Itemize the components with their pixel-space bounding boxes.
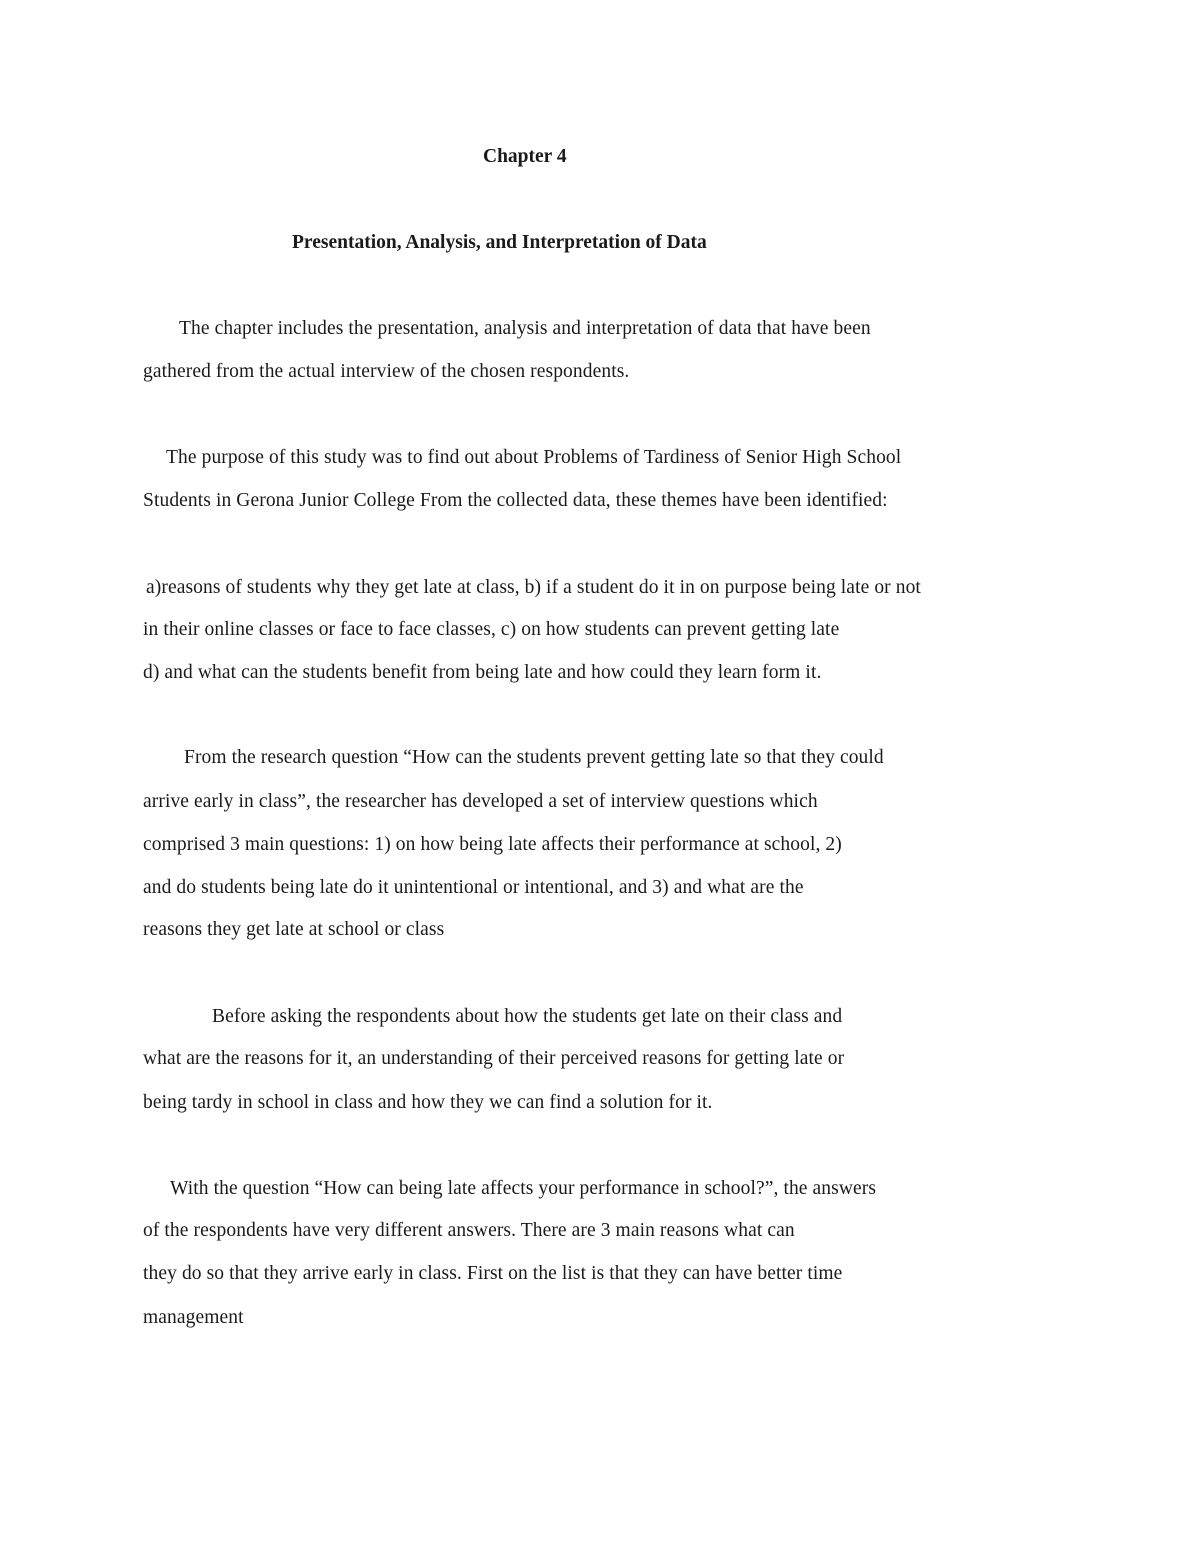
paragraph-line: The chapter includes the presentation, analysis and interpretation of data that have been bbox=[179, 318, 871, 339]
paragraph-line: d) and what can the students benefit from being late and how could they learn form it. bbox=[143, 662, 822, 683]
chapter-heading: Presentation, Analysis, and Interpretation of Data bbox=[292, 232, 707, 253]
paragraph-line: being tardy in school in class and how they we can find a solution for it. bbox=[143, 1092, 713, 1113]
paragraph-line: a)reasons of students why they get late at class, b) if a student do it in on purpose being late or not bbox=[146, 577, 921, 598]
paragraph-line: of the respondents have very different answers. There are 3 main reasons what can bbox=[143, 1220, 795, 1241]
paragraph-line: they do so that they arrive early in class. First on the list is that they can have better time bbox=[143, 1263, 843, 1284]
paragraph-line: what are the reasons for it, an understanding of their perceived reasons for getting late or bbox=[143, 1048, 845, 1069]
paragraph-line: The purpose of this study was to find out about Problems of Tardiness of Senior High School bbox=[166, 447, 902, 468]
paragraph-line: management bbox=[143, 1307, 244, 1328]
paragraph-line: reasons they get late at school or class bbox=[143, 919, 445, 940]
paragraph-line: From the research question “How can the students prevent getting late so that they could bbox=[184, 747, 884, 768]
paragraph-line: arrive early in class”, the researcher has developed a set of interview questions which bbox=[143, 791, 818, 812]
paragraph-line: Students in Gerona Junior College From the collected data, these themes have been identified: bbox=[143, 490, 888, 511]
chapter-title: Chapter 4 bbox=[483, 146, 567, 167]
paragraph-line: and do students being late do it unintentional or intentional, and 3) and what are the bbox=[143, 877, 804, 898]
paragraph-line: With the question “How can being late affects your performance in school?”, the answers bbox=[170, 1178, 877, 1199]
paragraph-line: in their online classes or face to face classes, c) on how students can prevent getting late bbox=[143, 619, 840, 640]
paragraph-line: Before asking the respondents about how the students get late on their class and bbox=[212, 1006, 843, 1027]
paragraph-line: gathered from the actual interview of the chosen respondents. bbox=[143, 361, 630, 382]
paragraph-line: comprised 3 main questions: 1) on how being late affects their performance at school, 2) bbox=[143, 834, 842, 855]
